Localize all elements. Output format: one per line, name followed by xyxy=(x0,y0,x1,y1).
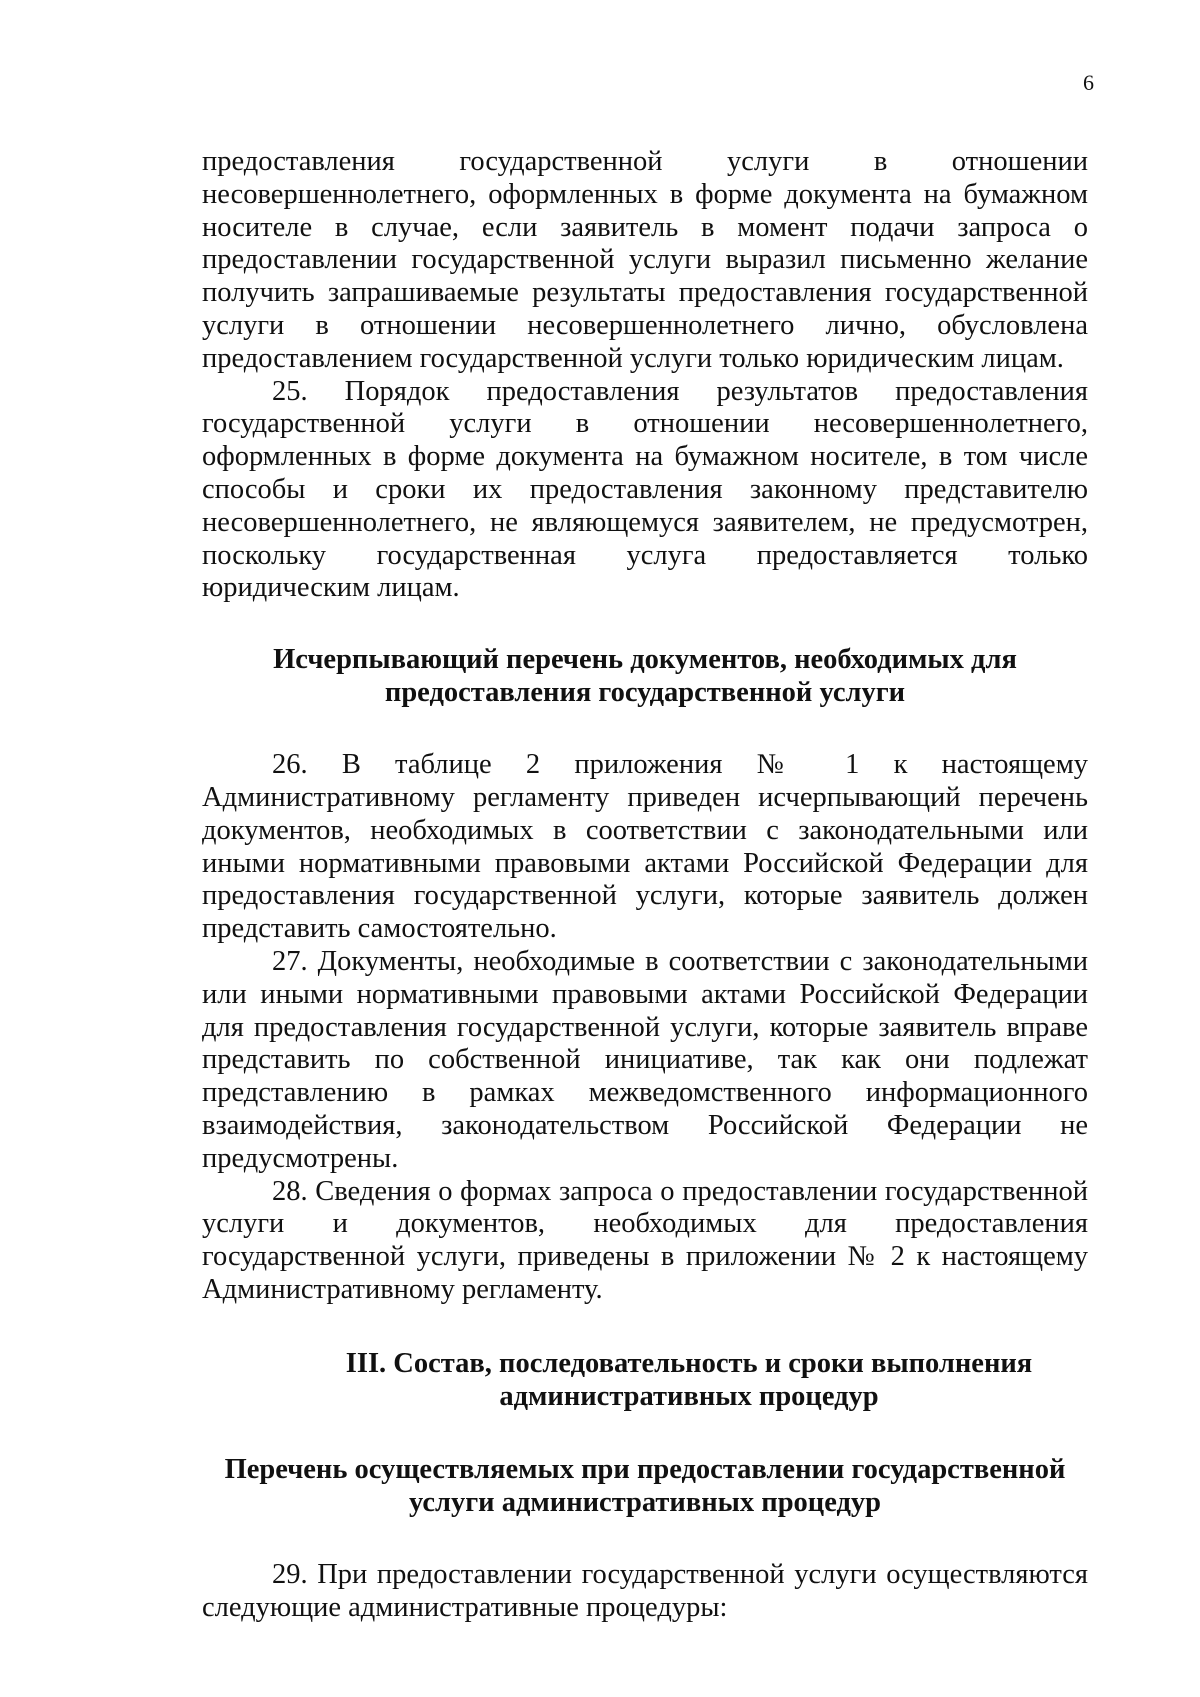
chapter-heading-procedures xyxy=(202,1347,1088,1413)
heading-line: услуги административных процедур xyxy=(408,1486,882,1518)
section-heading-procedures-list xyxy=(202,1453,1088,1519)
section-heading-documents-list xyxy=(202,643,1088,709)
heading-line: административных процедур xyxy=(499,1380,879,1412)
paragraph-26: 26. В таблице 2 приложения № 1 к настоящему Административному регламенту приведен исчерпывающий перечень документов, необходимых в соответствии с законодательными или иными нормативными правовыми актами Российской Федерации для предоставления государственной услуги, которые заявитель должен представить самостоятельно. xyxy=(202,749,1088,945)
heading-line: Исчерпывающий перечень документов, необходимых для xyxy=(273,644,1017,676)
paragraph-28: 28. Сведения о формах запроса о предоставлении государственной услуги и документов, необходимых для предоставления государственной услуги, приведены в приложении № 2 к настоящему Административному регламенту. xyxy=(202,1175,1088,1305)
paragraph-24-continuation: предоставления государственной услуги в отношении несовершеннолетнего, оформленных в форме документа на бумажном носителе в случае, если заявитель в момент подачи запроса о предоставлении государственной услуги выразил письменно желание получить запрашиваемые результаты предоставления государственной услуги в отношении несовершеннолетнего лично, обусловлена предоставлением государственной услуги только юридическим лицам. xyxy=(202,146,1088,374)
heading-line: Перечень осуществляемых при предоставлении государственной xyxy=(224,1453,1066,1485)
paragraph-25: 25. Порядок предоставления результатов предоставления государственной услуги в отношении несовершеннолетнего, оформленных в форме документа на бумажном носителе, в том числе способы и сроки их предоставления законному представителю несовершеннолетнего, не являющемуся заявителем, не предусмотрен, поскольку государственная услуга предоставляется только юридическим лицам. xyxy=(202,375,1088,604)
heading-line: III. Состав, последовательность и сроки выполнения xyxy=(345,1347,1033,1379)
paragraph-29: 29. При предоставлении государственной услуги осуществляются следующие административные процедуры: xyxy=(202,1558,1088,1623)
page-number: 6 xyxy=(1083,70,1094,95)
paragraph-27: 27. Документы, необходимые в соответствии с законодательными или иными нормативными правовыми актами Российской Федерации для предоставления государственной услуги, которые заявитель вправе представить по собственной инициативе, так как они подлежат представлению в рамках межведомственного информационного взаимодействия, законодательством Российской Федерации не предусмотрены. xyxy=(202,945,1088,1174)
document-body xyxy=(202,146,1088,1624)
heading-line: предоставления государственной услуги xyxy=(384,677,906,709)
